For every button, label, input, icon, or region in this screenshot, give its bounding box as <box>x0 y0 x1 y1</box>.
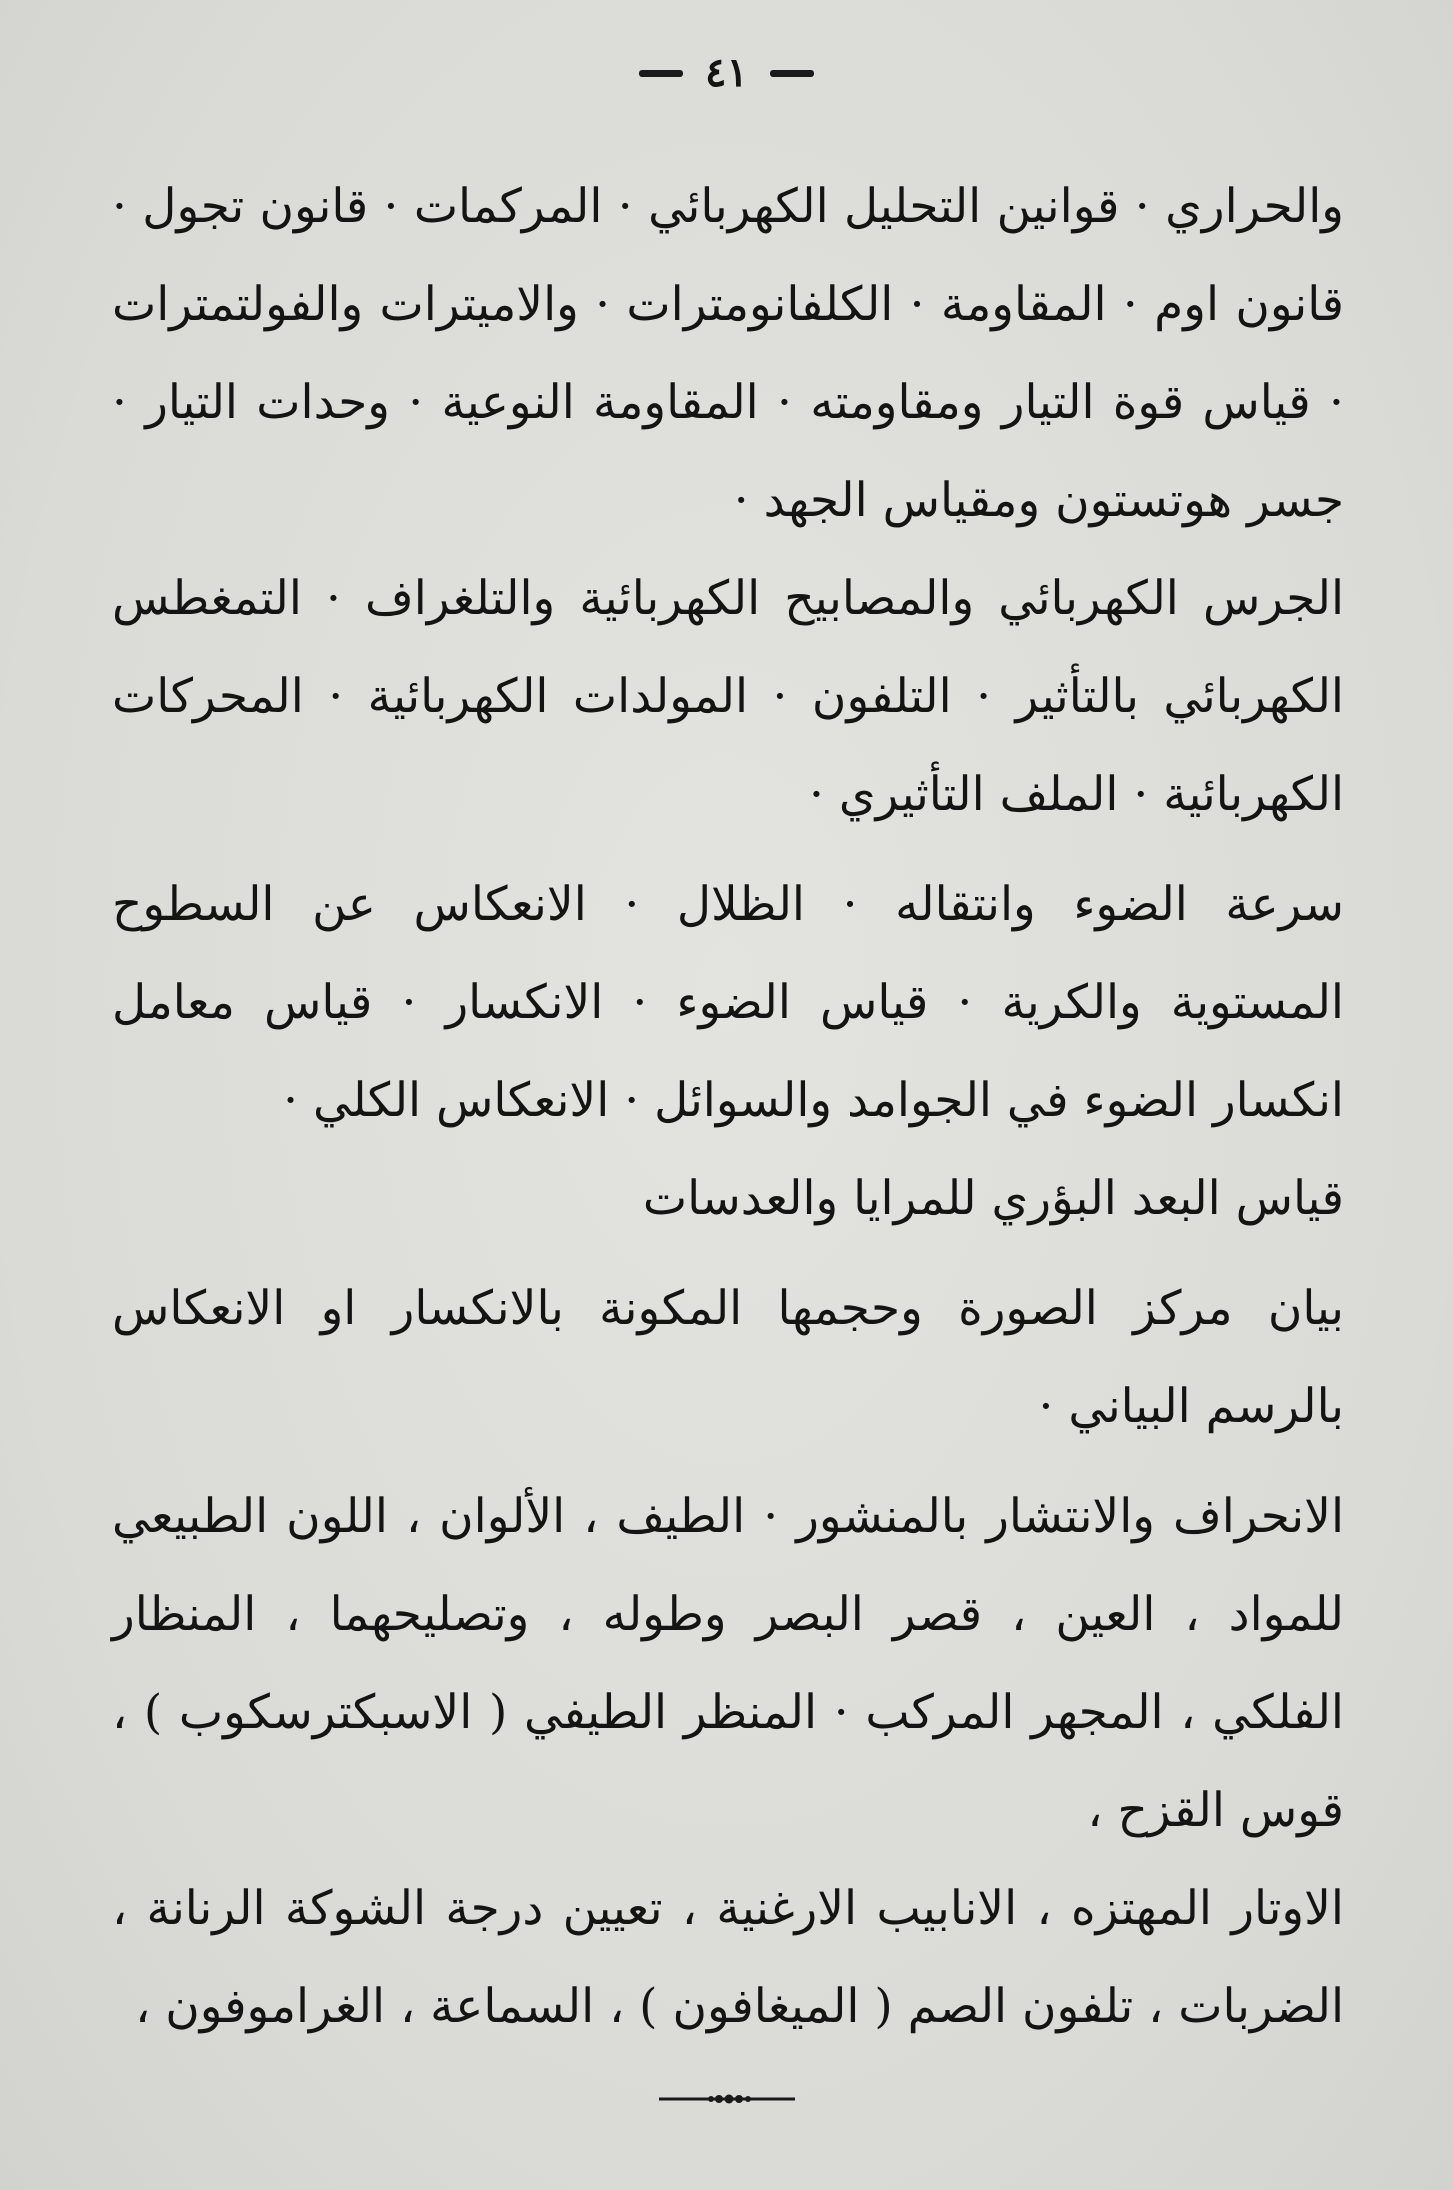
ornament-rule-icon <box>657 2089 797 2109</box>
header-dash-left <box>639 70 683 77</box>
paragraph-light: سرعة الضوء وانتقاله · الظلال · الانعكاس عن السطوح المستوية والكرية · قياس الضوء · الانكسار · قياس معامل انكسار الضوء في الجوامد والسوائل · الانعكاس الكلي · <box>112 877 1344 1128</box>
paragraph-dispersion: الانحراف والانتشار بالمنشور · الطيف ، الألوان ، اللون الطبيعي للمواد ، العين ، قصر البصر وطوله ، وتصليحهما ، المنظار الفلكي ، المجهر المركب · المنظر الطيفي ( الاسبكترسكوب ) ، قوس القزح ، <box>112 1489 1344 1838</box>
paragraph-electrical-devices: الجرس الكهربائي والمصابيح الكهربائية والتلغراف · التمغطس الكهربائي بالتأثير · التلفون · المولدات الكهربائية · المحركات الكهربائية · الملف التأثيري · <box>112 571 1344 822</box>
page-number: ٤١ <box>705 49 748 96</box>
paragraph-electricity-laws: والحراري · قوانين التحليل الكهربائي · المركمات · قانون تجول · قانون اوم · المقاومة · الكلفانومترات · والاميترات والفولتمترات · قياس قوة التيار ومقاومته · المقاومة النوعية · وحدات التيار · جسر هوتستون ومقياس الجهد · <box>112 179 1344 528</box>
paragraph-focal-length: قياس البعد البؤري للمرايا والعدسات <box>642 1171 1344 1226</box>
body-text <box>112 158 1344 2056</box>
paragraph-sound: الاوتار المهتزه ، الانابيب الارغنية ، تعيين درجة الشوكة الرنانة ، الضربات ، تلفون الصم ( الميغافون ) ، السماعة ، الغراموفون ، <box>112 1881 1344 2034</box>
page-header <box>0 48 1453 98</box>
paragraph-image-center: بيان مركز الصورة وحجمها المكونة بالانكسار او الانعكاس بالرسم البياني · <box>112 1281 1344 1434</box>
end-ornament <box>0 2086 1453 2112</box>
header-dash-right <box>770 70 814 77</box>
